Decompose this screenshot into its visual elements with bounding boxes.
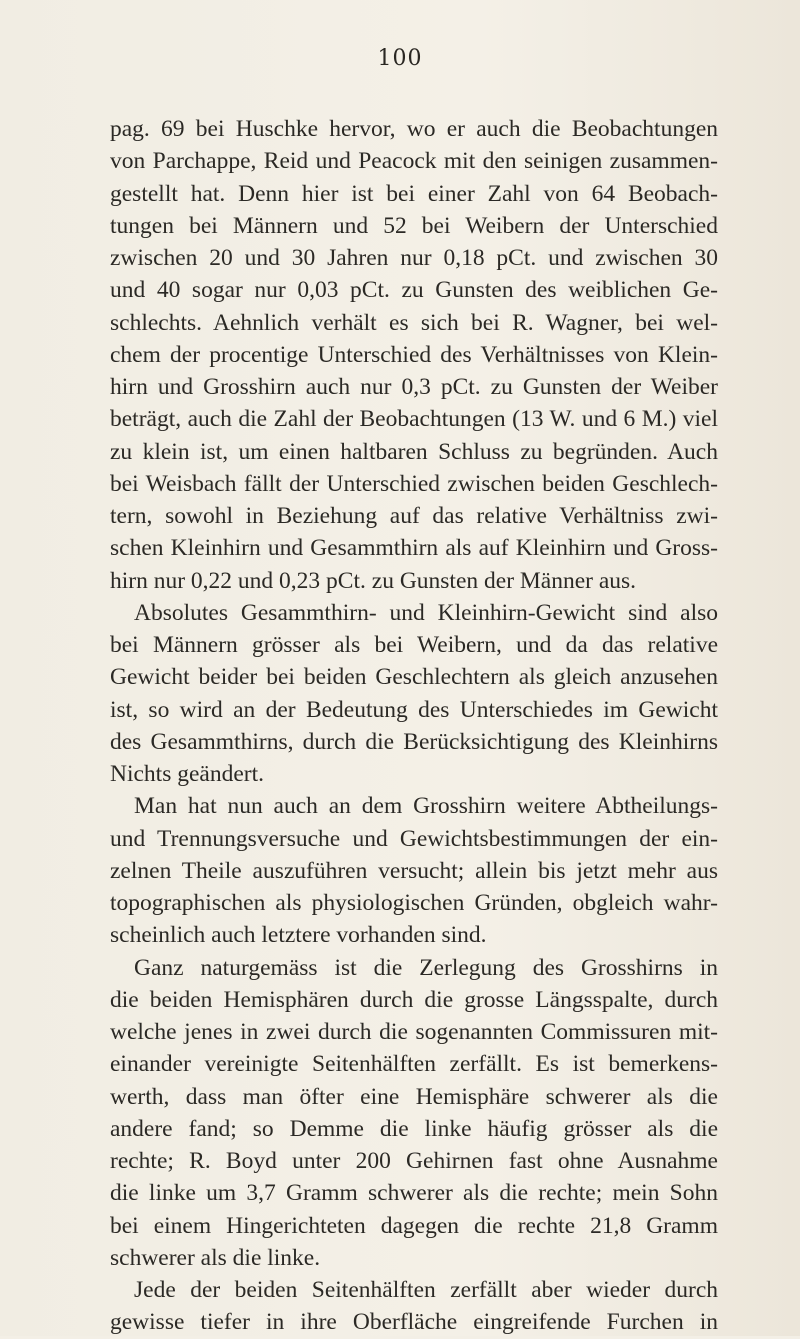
text-line: Ganz naturgemäss ist die Zerlegung des Grosshirns in — [134, 954, 718, 981]
text-line: schen Kleinhirn und Gesammthirn als auf Kleinhirn und Gross- — [110, 535, 718, 562]
text-line: Jede der beiden Seitenhälften zerfällt aber wieder durch — [134, 1277, 718, 1303]
text-line: tungen bei Männern und 52 bei Weibern der Unterschied — [110, 212, 718, 239]
page-number: 100 — [377, 46, 423, 71]
text-line: Nichts geändert. — [110, 761, 265, 787]
text-line: welche jenes in zwei durch die sogenannten Commissuren mit- — [110, 1019, 718, 1045]
text-line: bei Männern grösser als bei Weibern, und da das relative — [110, 632, 718, 658]
text-line: ist, so wird an der Bedeutung des Unterschiedes im Gewicht — [110, 696, 718, 723]
text-line: und Trennungsversuche und Gewichtsbestimmungen der ein- — [110, 825, 718, 852]
text-line: von Parchappe, Reid und Peacock mit den seinigen zusammen- — [110, 148, 718, 175]
text-line: Absolutes Gesammthirn- und Kleinhirn-Gewicht sind also — [134, 599, 718, 626]
text-line: werth, dass man öfter eine Hemisphäre schwerer als die — [110, 1083, 718, 1110]
text-line: chem der procentige Unterschied des Verhältnisses von Klein- — [110, 341, 718, 368]
text-line: bei einem Hingerichteten dagegen die rechte 21,8 Gramm — [110, 1212, 718, 1239]
text-line: beträgt, auch die Zahl der Beobachtungen (13 W. und 6 M.) viel — [110, 406, 718, 433]
text-line: schlechts. Aehnlich verhält es sich bei R. Wagner, bei wel- — [110, 309, 718, 336]
text-line: pag. 69 bei Huschke hervor, wo er auch die Beobachtungen — [110, 116, 718, 142]
text-line: rechte; R. Boyd unter 200 Gehirnen fast ohne Ausnahme — [110, 1148, 718, 1174]
text-line: zwischen 20 und 30 Jahren nur 0,18 pCt. und zwischen 30 — [110, 245, 718, 271]
text-line: einander vereinigte Seitenhälften zerfällt. Es ist bemerkens- — [110, 1051, 718, 1078]
text-line: des Gesammthirns, durch die Berücksichtigung des Kleinhirns — [110, 728, 718, 755]
text-line: die linke um 3,7 Gramm schwerer als die rechte; mein Sohn — [110, 1180, 718, 1207]
text-line: zelnen Theile auszuführen versucht; allein bis jetzt mehr aus — [110, 857, 718, 884]
body-text — [110, 113, 718, 1339]
text-line: gestellt hat. Denn hier ist bei einer Zahl von 64 Beobach- — [110, 180, 718, 207]
text-line: hirn und Grosshirn auch nur 0,3 pCt. zu Gunsten der Weiber — [110, 374, 718, 400]
text-line: tern, sowohl in Beziehung auf das relative Verhältniss zwi- — [110, 503, 718, 529]
text-line: gewisse tiefer in ihre Oberfläche eingreifende Furchen in — [110, 1309, 718, 1336]
text-line: hirn nur 0,22 und 0,23 pCt. zu Gunsten der Männer aus. — [110, 567, 637, 594]
text-line: scheinlich auch letztere vorhanden sind. — [110, 922, 487, 949]
text-line: andere fand; so Demme die linke häufig grösser als die — [110, 1115, 718, 1142]
text-line: die beiden Hemisphären durch die grosse Längsspalte, durch — [110, 986, 718, 1013]
text-line: Man hat nun auch an dem Grosshirn weitere Abtheilungs- — [134, 793, 718, 820]
text-line: Gewicht beider bei beiden Geschlechtern als gleich anzusehen — [110, 664, 718, 691]
text-line: bei Weisbach fällt der Unterschied zwischen beiden Geschlech- — [110, 470, 718, 497]
text-line: zu klein ist, um einen haltbaren Schluss zu begründen. Auch — [110, 438, 718, 465]
text-line: topographischen als physiologischen Gründen, obgleich wahr- — [110, 890, 718, 916]
text-line: schwerer als die linke. — [110, 1244, 321, 1271]
text-line: und 40 sogar nur 0,03 pCt. zu Gunsten des weiblichen Ge- — [110, 277, 718, 304]
